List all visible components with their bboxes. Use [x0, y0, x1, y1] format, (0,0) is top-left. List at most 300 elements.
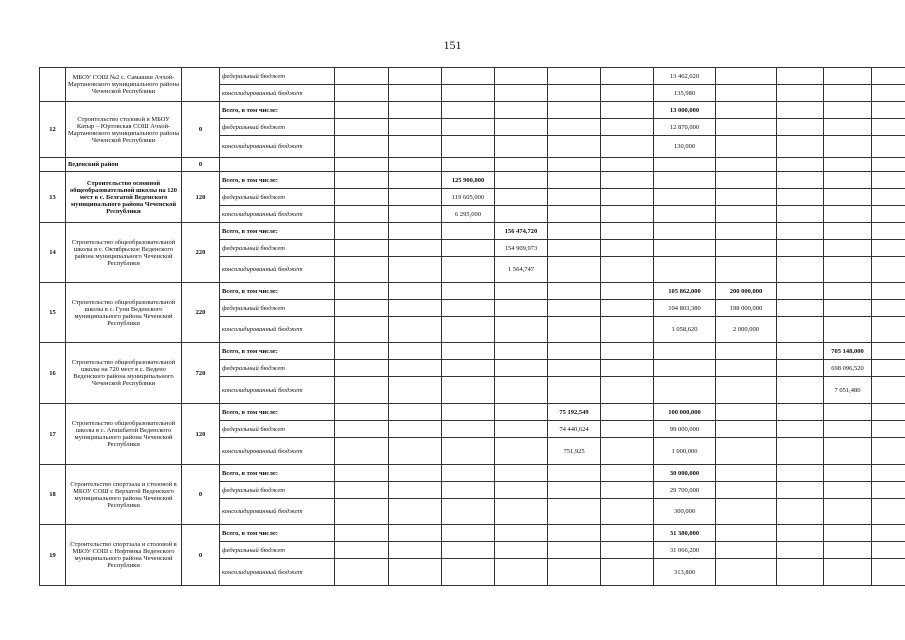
value-cell: [824, 542, 872, 559]
value-cell: [389, 119, 442, 136]
value-cell: [442, 283, 495, 300]
value-cell: [777, 404, 824, 421]
value-cell: [389, 102, 442, 119]
value-cell: [777, 240, 824, 257]
value-cell: [495, 136, 548, 158]
value-cell: 29 700,000: [654, 482, 716, 499]
value-cell: [442, 68, 495, 85]
project-name: Строительство общеобразовательной школы в с. Агишбатой Веденского муниципального района Чеченской Республики: [66, 404, 182, 465]
value-cell: [777, 257, 824, 283]
value-cell: [777, 482, 824, 499]
value-cell: [495, 421, 548, 438]
value-cell: [442, 421, 495, 438]
value-cell: [601, 377, 654, 404]
value-cell: [601, 542, 654, 559]
value-cell: [442, 300, 495, 317]
funding-source: консолидированный бюджет: [220, 85, 335, 102]
value-cell: [872, 158, 905, 172]
row-number: 17: [40, 404, 66, 465]
value-cell: [389, 283, 442, 300]
value-cell: [495, 300, 548, 317]
value-cell: 1 058,620: [654, 317, 716, 343]
funding-source: федеральный бюджет: [220, 119, 335, 136]
value-cell: [601, 257, 654, 283]
value-cell: [824, 189, 872, 206]
value-cell: 2 000,000: [716, 317, 777, 343]
funding-source: консолидированный бюджет: [220, 317, 335, 343]
value-cell: [654, 189, 716, 206]
row-number: 19: [40, 525, 66, 586]
value-cell: 1 564,747: [495, 257, 548, 283]
value-cell: 130,000: [654, 136, 716, 158]
value-cell: [872, 343, 905, 360]
value-cell: [495, 559, 548, 586]
value-cell: 99 000,000: [654, 421, 716, 438]
value-cell: 705 148,000: [824, 343, 872, 360]
value-cell: [777, 119, 824, 136]
value-cell: [548, 240, 601, 257]
value-cell: [548, 465, 601, 482]
value-cell: [335, 559, 389, 586]
value-cell: [601, 223, 654, 240]
value-cell: [716, 206, 777, 223]
value-cell: 1 000,000: [654, 438, 716, 465]
value-cell: [442, 223, 495, 240]
value-cell: [335, 377, 389, 404]
project-name: МБОУ СОШ №2 с. Самашки Ачхой-Мартановского муниципального района Чеченской Республики: [66, 68, 182, 102]
value-cell: [495, 85, 548, 102]
section-name: Веденский район: [66, 158, 182, 172]
value-cell: [601, 206, 654, 223]
value-cell: [601, 465, 654, 482]
value-cell: [548, 343, 601, 360]
value-cell: [872, 283, 905, 300]
value-cell: [389, 223, 442, 240]
value-cell: [442, 240, 495, 257]
value-cell: 135,980: [654, 85, 716, 102]
capacity: [182, 68, 220, 102]
value-cell: [824, 438, 872, 465]
value-cell: [442, 525, 495, 542]
value-cell: [495, 158, 548, 172]
project-name: Строительство основной общеобразовательной школы на 120 мест в с. Белгатой Веденского муниципального района Чеченской Республики: [66, 172, 182, 223]
value-cell: [220, 158, 335, 172]
capacity: 220: [182, 223, 220, 283]
value-cell: [335, 136, 389, 158]
value-cell: [495, 542, 548, 559]
value-cell: [389, 189, 442, 206]
funding-source: Всего, в том числе:: [220, 102, 335, 119]
value-cell: [872, 206, 905, 223]
value-cell: 6 295,000: [442, 206, 495, 223]
value-cell: [495, 317, 548, 343]
value-cell: [601, 136, 654, 158]
value-cell: [716, 85, 777, 102]
value-cell: [601, 240, 654, 257]
value-cell: [442, 257, 495, 283]
capacity: 0: [182, 525, 220, 586]
funding-source: федеральный бюджет: [220, 482, 335, 499]
value-cell: 12 870,000: [654, 119, 716, 136]
value-cell: [777, 360, 824, 377]
value-cell: [495, 283, 548, 300]
value-cell: [389, 525, 442, 542]
value-cell: [495, 119, 548, 136]
value-cell: [654, 343, 716, 360]
funding-source: Всего, в том числе:: [220, 465, 335, 482]
value-cell: [824, 559, 872, 586]
value-cell: [335, 482, 389, 499]
value-cell: [777, 85, 824, 102]
value-cell: [548, 223, 601, 240]
value-cell: [872, 525, 905, 542]
value-cell: [824, 102, 872, 119]
value-cell: [777, 542, 824, 559]
value-cell: [716, 136, 777, 158]
value-cell: [442, 158, 495, 172]
table-row: [40, 172, 905, 189]
table-row: [40, 68, 905, 85]
value-cell: [548, 525, 601, 542]
value-cell: [872, 404, 905, 421]
value-cell: [716, 102, 777, 119]
value-cell: [716, 189, 777, 206]
value-cell: 13 000,000: [654, 102, 716, 119]
value-cell: [495, 189, 548, 206]
value-cell: [442, 404, 495, 421]
value-cell: [777, 559, 824, 586]
value-cell: [601, 317, 654, 343]
value-cell: [824, 404, 872, 421]
value-cell: [654, 360, 716, 377]
value-cell: [872, 559, 905, 586]
value-cell: [495, 404, 548, 421]
value-cell: [777, 206, 824, 223]
value-cell: 104 803,380: [654, 300, 716, 317]
value-cell: [824, 206, 872, 223]
value-cell: [548, 317, 601, 343]
value-cell: [716, 404, 777, 421]
value-cell: [442, 85, 495, 102]
value-cell: [601, 85, 654, 102]
value-cell: [654, 240, 716, 257]
section-row: [40, 158, 905, 172]
value-cell: [601, 482, 654, 499]
value-cell: [548, 257, 601, 283]
row-number: 18: [40, 465, 66, 525]
value-cell: [548, 377, 601, 404]
value-cell: [601, 189, 654, 206]
value-cell: [335, 102, 389, 119]
value-cell: [495, 68, 548, 85]
value-cell: [601, 119, 654, 136]
value-cell: [548, 189, 601, 206]
value-cell: [335, 240, 389, 257]
table-row: [40, 283, 905, 300]
value-cell: [824, 421, 872, 438]
value-cell: [389, 257, 442, 283]
value-cell: [442, 343, 495, 360]
table-row: [40, 404, 905, 421]
funding-source: Всего, в том числе:: [220, 283, 335, 300]
value-cell: [777, 158, 824, 172]
funding-source: консолидированный бюджет: [220, 438, 335, 465]
value-cell: [389, 85, 442, 102]
value-cell: [442, 559, 495, 586]
value-cell: [601, 404, 654, 421]
value-cell: [716, 377, 777, 404]
value-cell: [495, 377, 548, 404]
value-cell: [548, 136, 601, 158]
value-cell: [872, 360, 905, 377]
value-cell: [442, 438, 495, 465]
value-cell: [495, 343, 548, 360]
funding-source: Всего, в том числе:: [220, 223, 335, 240]
value-cell: [872, 189, 905, 206]
value-cell: [824, 136, 872, 158]
value-cell: [777, 136, 824, 158]
value-cell: [601, 343, 654, 360]
value-cell: [654, 206, 716, 223]
value-cell: [824, 85, 872, 102]
value-cell: [335, 283, 389, 300]
value-cell: [335, 119, 389, 136]
value-cell: [548, 300, 601, 317]
value-cell: [872, 223, 905, 240]
value-cell: [872, 482, 905, 499]
value-cell: [716, 257, 777, 283]
value-cell: [389, 542, 442, 559]
value-cell: [389, 343, 442, 360]
value-cell: [777, 189, 824, 206]
value-cell: [654, 158, 716, 172]
value-cell: [335, 499, 389, 525]
funding-source: Всего, в том числе:: [220, 404, 335, 421]
funding-source: федеральный бюджет: [220, 240, 335, 257]
value-cell: 31 380,000: [654, 525, 716, 542]
value-cell: [389, 404, 442, 421]
value-cell: [548, 482, 601, 499]
value-cell: [824, 172, 872, 189]
value-cell: [872, 421, 905, 438]
value-cell: [872, 438, 905, 465]
value-cell: [716, 240, 777, 257]
page-number: 151: [443, 38, 462, 52]
value-cell: [442, 360, 495, 377]
value-cell: [601, 360, 654, 377]
value-cell: [872, 257, 905, 283]
value-cell: [716, 482, 777, 499]
value-cell: [777, 377, 824, 404]
value-cell: [335, 421, 389, 438]
value-cell: [548, 559, 601, 586]
value-cell: [716, 343, 777, 360]
value-cell: [777, 300, 824, 317]
capacity: 0: [182, 465, 220, 525]
value-cell: [495, 102, 548, 119]
value-cell: [716, 438, 777, 465]
value-cell: 698 096,520: [824, 360, 872, 377]
funding-source: консолидированный бюджет: [220, 257, 335, 283]
value-cell: [335, 68, 389, 85]
project-name: Строительство общеобразовательной школы на 720 мест в с. Ведено Веденского района муниципального Чеченской Республики: [66, 343, 182, 404]
row-number: [40, 68, 66, 102]
value-cell: [777, 421, 824, 438]
budget-table: [39, 67, 905, 586]
value-cell: [777, 223, 824, 240]
value-cell: 100 000,000: [654, 404, 716, 421]
value-cell: [872, 377, 905, 404]
value-cell: [495, 525, 548, 542]
value-cell: [824, 499, 872, 525]
capacity: 220: [182, 283, 220, 343]
value-cell: [442, 465, 495, 482]
value-cell: [389, 136, 442, 158]
capacity: 720: [182, 343, 220, 404]
value-cell: [389, 172, 442, 189]
value-cell: [777, 343, 824, 360]
value-cell: [872, 317, 905, 343]
value-cell: [601, 421, 654, 438]
value-cell: [654, 223, 716, 240]
value-cell: [824, 300, 872, 317]
value-cell: [716, 542, 777, 559]
value-cell: 7 051,480: [824, 377, 872, 404]
value-cell: [335, 525, 389, 542]
value-cell: [716, 68, 777, 85]
funding-source: консолидированный бюджет: [220, 559, 335, 586]
value-cell: [495, 172, 548, 189]
value-cell: [442, 136, 495, 158]
value-cell: [389, 317, 442, 343]
value-cell: [777, 172, 824, 189]
funding-source: консолидированный бюджет: [220, 499, 335, 525]
value-cell: [716, 499, 777, 525]
value-cell: [495, 499, 548, 525]
value-cell: 75 192,549: [548, 404, 601, 421]
value-cell: [389, 206, 442, 223]
value-cell: [824, 223, 872, 240]
value-cell: [548, 102, 601, 119]
value-cell: [389, 482, 442, 499]
value-cell: 119 605,000: [442, 189, 495, 206]
value-cell: [495, 482, 548, 499]
table-row: [40, 102, 905, 119]
value-cell: [601, 499, 654, 525]
value-cell: 30 000,000: [654, 465, 716, 482]
value-cell: [335, 404, 389, 421]
value-cell: [335, 438, 389, 465]
value-cell: [389, 240, 442, 257]
value-cell: [442, 377, 495, 404]
value-cell: [389, 300, 442, 317]
value-cell: 154 909,973: [495, 240, 548, 257]
value-cell: [389, 559, 442, 586]
value-cell: [389, 68, 442, 85]
value-cell: 125 900,000: [442, 172, 495, 189]
value-cell: [872, 240, 905, 257]
value-cell: [389, 360, 442, 377]
funding-source: федеральный бюджет: [220, 68, 335, 85]
value-cell: [872, 85, 905, 102]
value-cell: 13 462,020: [654, 68, 716, 85]
funding-source: Всего, в том числе:: [220, 343, 335, 360]
value-cell: [548, 158, 601, 172]
value-cell: [335, 85, 389, 102]
capacity: 0: [182, 102, 220, 158]
value-cell: [716, 559, 777, 586]
value-cell: [601, 102, 654, 119]
value-cell: [872, 119, 905, 136]
funding-source: федеральный бюджет: [220, 542, 335, 559]
value-cell: [872, 102, 905, 119]
value-cell: [495, 465, 548, 482]
value-cell: [654, 172, 716, 189]
project-name: Строительство общеобразовательной школы в с. Октябрьское Веденского района муниципального Чеченской Республики: [66, 223, 182, 283]
value-cell: [548, 542, 601, 559]
funding-source: консолидированный бюджет: [220, 136, 335, 158]
value-cell: [601, 172, 654, 189]
value-cell: [442, 317, 495, 343]
table-row: [40, 465, 905, 482]
value-cell: [389, 421, 442, 438]
value-cell: [872, 465, 905, 482]
value-cell: [442, 542, 495, 559]
value-cell: [716, 119, 777, 136]
funding-source: консолидированный бюджет: [220, 206, 335, 223]
funding-source: федеральный бюджет: [220, 360, 335, 377]
value-cell: 105 862,000: [654, 283, 716, 300]
value-cell: [824, 257, 872, 283]
value-cell: [824, 283, 872, 300]
value-cell: [716, 360, 777, 377]
value-cell: [824, 525, 872, 542]
value-cell: [824, 240, 872, 257]
value-cell: [872, 172, 905, 189]
value-cell: [335, 158, 389, 172]
value-cell: [389, 465, 442, 482]
value-cell: [777, 317, 824, 343]
value-cell: [335, 189, 389, 206]
value-cell: [442, 119, 495, 136]
funding-source: федеральный бюджет: [220, 300, 335, 317]
value-cell: [716, 465, 777, 482]
value-cell: [601, 300, 654, 317]
value-cell: [654, 257, 716, 283]
value-cell: [548, 283, 601, 300]
value-cell: [716, 172, 777, 189]
funding-source: федеральный бюджет: [220, 421, 335, 438]
value-cell: 156 474,720: [495, 223, 548, 240]
value-cell: [654, 377, 716, 404]
value-cell: [442, 102, 495, 119]
value-cell: [777, 283, 824, 300]
value-cell: [872, 542, 905, 559]
value-cell: [824, 482, 872, 499]
value-cell: [495, 360, 548, 377]
value-cell: 31 066,200: [654, 542, 716, 559]
value-cell: [335, 360, 389, 377]
value-cell: [777, 525, 824, 542]
value-cell: 313,800: [654, 559, 716, 586]
table-body: [40, 68, 905, 586]
value-cell: [335, 206, 389, 223]
funding-source: федеральный бюджет: [220, 189, 335, 206]
value-cell: [335, 343, 389, 360]
row-number: 16: [40, 343, 66, 404]
value-cell: [777, 499, 824, 525]
funding-source: Всего, в том числе:: [220, 525, 335, 542]
